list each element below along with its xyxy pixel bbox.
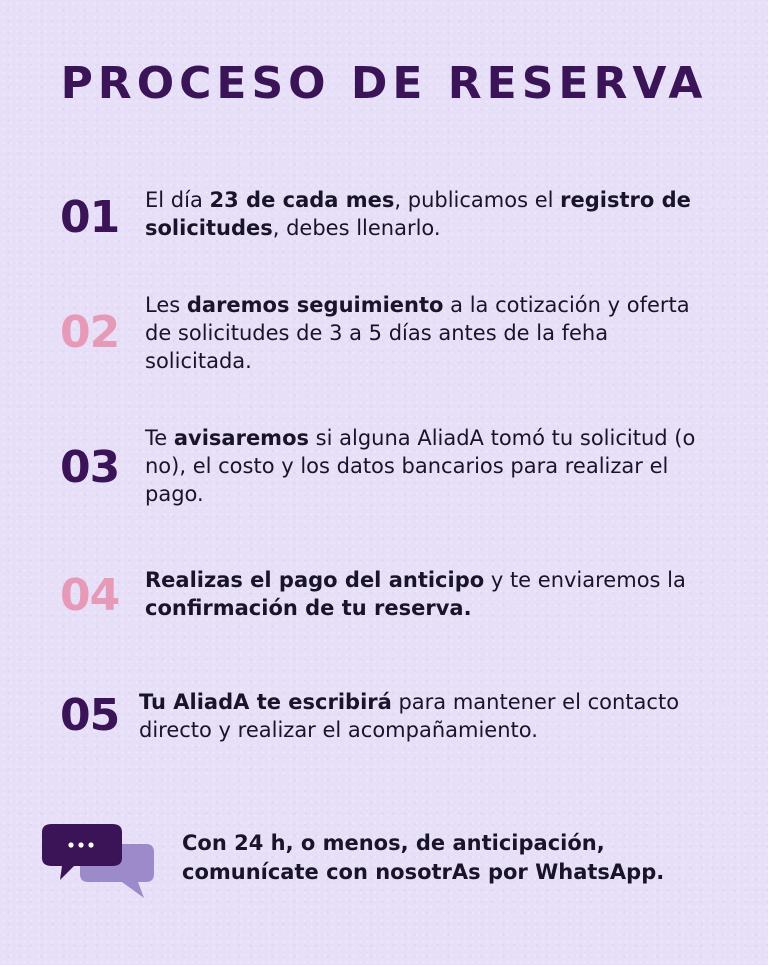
step-text: Tu AliadA te escribirá para mantener el contacto directo y realizar el acompañamiento. [139, 690, 680, 742]
step-text: Les daremos seguimiento a la cotización y oferta de solicitudes de 3 a 5 días antes de la feha solicitada. [145, 293, 690, 373]
whatsapp-note [182, 829, 742, 887]
page-title: PROCESO DE RESERVA [60, 58, 708, 109]
step-number: 04 [60, 570, 120, 621]
step-text: El día 23 de cada mes, publicamos el registro de solicitudes, debes llenarlo. [145, 188, 691, 240]
whatsapp-note-line: Con 24 h, o menos, de anticipación, [182, 831, 605, 855]
typing-dot [78, 842, 83, 847]
step-text: Te avisaremos si alguna AliadA tomó tu solicitud (o no), el costo y los datos bancarios para realizar el pago. [145, 426, 696, 506]
whatsapp-note-line: comunícate con nosotrAs por WhatsApp. [182, 860, 665, 884]
step-text: Realizas el pago del anticipo y te enviaremos la confirmación de tu reserva. [145, 568, 686, 620]
step-number: 03 [60, 442, 120, 493]
step-number: 01 [60, 192, 120, 243]
chat-bubbles-icon [40, 822, 160, 902]
typing-dot [68, 842, 73, 847]
step-number: 02 [60, 307, 120, 358]
typing-dot [88, 842, 93, 847]
step-number: 05 [60, 690, 120, 741]
